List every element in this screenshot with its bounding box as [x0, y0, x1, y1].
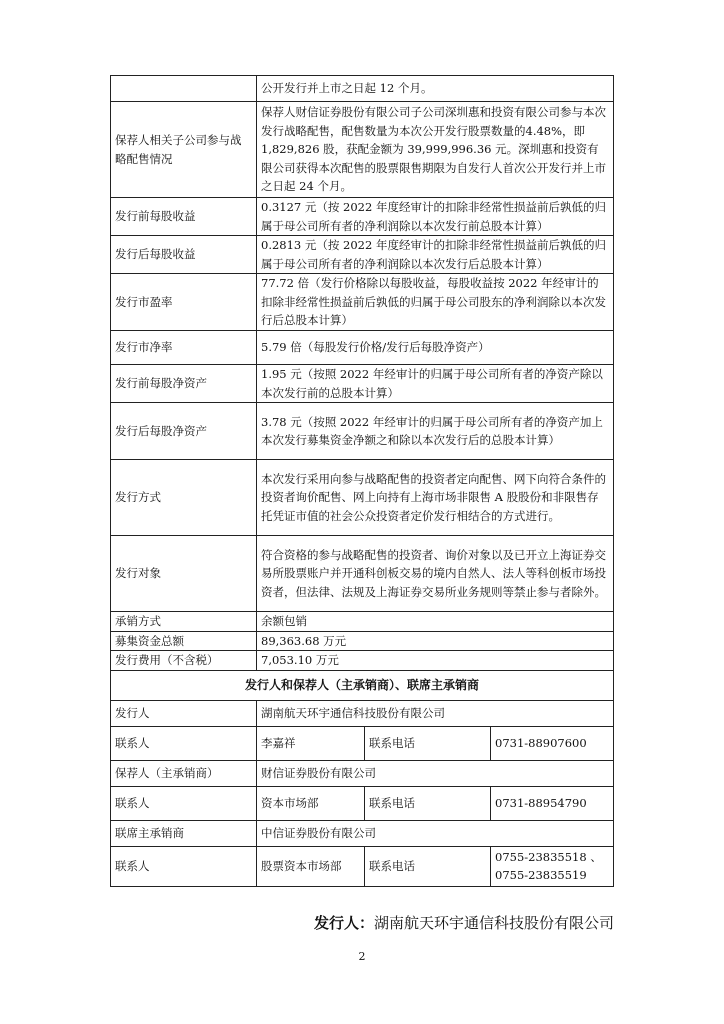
contact-name: 股票资本市场部	[257, 846, 365, 886]
table-row	[111, 331, 614, 365]
row-value: 77.72 倍（发行价格除以每股收益，每股收益按 2022 年经审计的扣除非经常性损益前后孰低的归属于母公司股东的净利润除以本次发行后总股本计算）	[257, 274, 614, 331]
row-value: 3.78 元（按照 2022 年经审计的归属于母公司所有者的净资产加上本次发行募集资金净额之和除以本次发行后的总股本计算）	[257, 403, 614, 460]
phone-value: 0755-23835518 、0755-23835519	[491, 846, 614, 886]
row-label: 发行前每股净资产	[111, 365, 257, 403]
row-label	[111, 76, 257, 102]
issuer-signature-line	[314, 912, 614, 933]
table-row	[111, 76, 614, 102]
section-header-row	[111, 670, 614, 700]
contact-label: 联系人	[111, 726, 257, 760]
table-row	[111, 460, 614, 536]
offering-info-table	[110, 75, 614, 887]
row-value: 89,363.68 万元	[257, 631, 614, 651]
section-title: 发行人和保荐人（主承销商）、联席主承销商	[111, 670, 614, 700]
table-row	[111, 236, 614, 274]
sponsor-label: 保荐人（主承销商）	[111, 760, 257, 786]
table-row	[111, 612, 614, 632]
phone-label: 联系电话	[365, 726, 491, 760]
sponsor-value: 财信证券股份有限公司	[257, 760, 614, 786]
issuer-label: 发行人	[111, 700, 257, 726]
contact-name: 李嘉祥	[257, 726, 365, 760]
row-label: 承销方式	[111, 612, 257, 632]
row-label: 发行市盈率	[111, 274, 257, 331]
contact-label: 联系人	[111, 786, 257, 820]
row-label: 募集资金总额	[111, 631, 257, 651]
contact-label: 联系人	[111, 846, 257, 886]
table-row	[111, 102, 614, 198]
issuer-signature-name: 湖南航天环宇通信科技股份有限公司	[373, 914, 614, 932]
row-label: 发行对象	[111, 536, 257, 612]
row-value: 符合资格的参与战略配售的投资者、询价对象以及已开立上海证券交易所股票账户并开通科创板交易的境内自然人、法人等科创板市场投资者，但法律、法规及上海证券交易所业务规则等禁止参与者除外。	[257, 536, 614, 612]
row-value: 0.3127 元（按 2022 年度经审计的扣除非经常性损益前后孰低的归属于母公司所有者的净利润除以本次发行前总股本计算）	[257, 198, 614, 236]
joint-underwriter-label: 联席主承销商	[111, 820, 257, 846]
table-row	[111, 700, 614, 726]
table-row	[111, 198, 614, 236]
issuer-value: 湖南航天环宇通信科技股份有限公司	[257, 700, 614, 726]
joint-underwriter-value: 中信证券股份有限公司	[257, 820, 614, 846]
table-row	[111, 365, 614, 403]
row-label: 保荐人相关子公司参与战略配售情况	[111, 102, 257, 198]
table-row	[111, 536, 614, 612]
row-label: 发行方式	[111, 460, 257, 536]
row-label: 发行市净率	[111, 331, 257, 365]
row-label: 发行前每股收益	[111, 198, 257, 236]
table-row	[111, 726, 614, 760]
page-number: 2	[358, 950, 366, 963]
table-row	[111, 403, 614, 460]
row-label: 发行后每股收益	[111, 236, 257, 274]
table-row	[111, 651, 614, 671]
row-label: 发行费用（不含税）	[111, 651, 257, 671]
phone-value: 0731-88907600	[491, 726, 614, 760]
phone-label: 联系电话	[365, 786, 491, 820]
table-row	[111, 820, 614, 846]
row-value: 公开发行并上市之日起 12 个月。	[257, 76, 614, 102]
row-value: 本次发行采用向参与战略配售的投资者定向配售、网下向符合条件的投资者询价配售、网上向持有上海市场非限售 A 股股份和非限售存托凭证市值的社会公众投资者定价发行相结合的方式进行。	[257, 460, 614, 536]
table-row	[111, 274, 614, 331]
row-value: 7,053.10 万元	[257, 651, 614, 671]
table-row	[111, 631, 614, 651]
table-row	[111, 786, 614, 820]
row-label: 发行后每股净资产	[111, 403, 257, 460]
phone-label: 联系电话	[365, 846, 491, 886]
table-row	[111, 760, 614, 786]
row-value: 余额包销	[257, 612, 614, 632]
table-row	[111, 846, 614, 886]
row-value: 0.2813 元（按 2022 年度经审计的扣除非经常性损益前后孰低的归属于母公司所有者的净利润除以本次发行后总股本计算）	[257, 236, 614, 274]
row-value: 5.79 倍（每股发行价格/发行后每股净资产）	[257, 331, 614, 365]
row-value: 1.95 元（按照 2022 年经审计的归属于母公司所有者的净资产除以本次发行前的总股本计算）	[257, 365, 614, 403]
issuer-signature-label: 发行人：	[313, 914, 374, 932]
contact-name: 资本市场部	[257, 786, 365, 820]
row-value: 保荐人财信证券股份有限公司子公司深圳惠和投资有限公司参与本次发行战略配售，配售数量为本次公开发行股票数量的4.48%，即 1,829,826 股，获配金额为 39,999,996.36 元。深圳惠和投资有限公司获得本次配售的股票限售期限为自发行人首次公开发行并上市之日起 24 个月。	[257, 102, 614, 198]
phone-value: 0731-88954790	[491, 786, 614, 820]
